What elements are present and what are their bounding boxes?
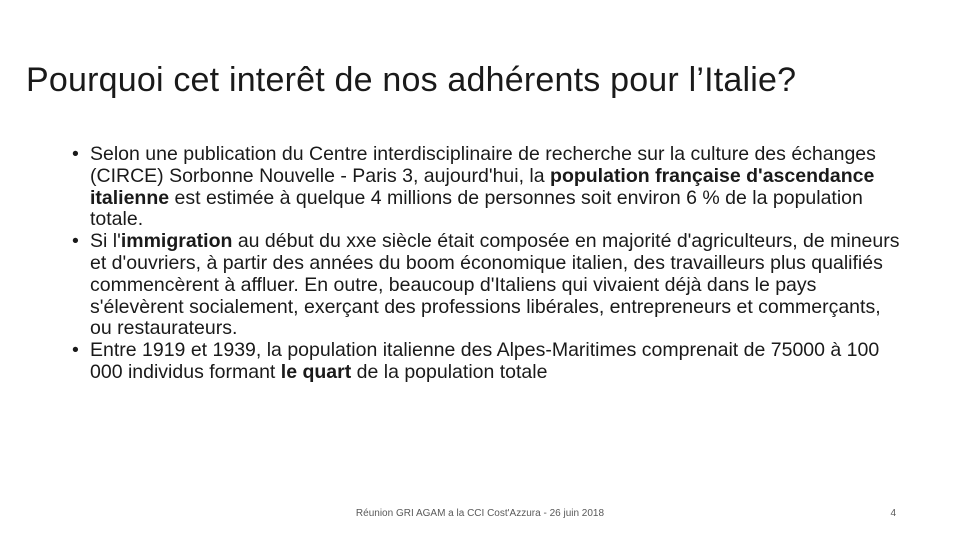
text-segment: au début du xxe siècle était composée en majorité d'agriculteurs, de mineurs et d'ouvriers, à partir des années du boom économique italien, des travailleurs plus qualifiés commencèrent à affluer. En outre, beaucoup d'Italiens qui vivaient déjà dans le pays s'élevèrent socialement, exerçant des professions libérales, entrepreneurs et commerçants, ou restaurateurs.	[90, 230, 900, 340]
text-segment: Si l'	[90, 230, 121, 253]
bullet-marker: •	[72, 339, 79, 362]
text-segment: de la population totale	[351, 360, 548, 383]
bullet-marker: •	[72, 143, 79, 165]
bullet-text	[90, 339, 879, 383]
slide-title: Pourquoi cet interêt de nos adhérents pour l’Italie?	[26, 61, 797, 99]
bullet-item	[72, 231, 902, 340]
bullet-list	[72, 144, 902, 384]
text-segment: Entre 1919 et 1939, la population italienne des Alpes-Maritimes comprenait de 75000 à 100 000 individus formant	[90, 339, 880, 383]
page-number: 4	[890, 508, 896, 519]
text-segment: est estimée à quelque 4 millions de personnes soit environ 6 % de la population totale.	[90, 186, 863, 231]
bold-text-segment: population française d'ascendance italienne	[90, 164, 875, 209]
bullet-item	[72, 340, 902, 384]
bullet-text	[90, 230, 900, 339]
bold-text-segment: immigration	[120, 230, 233, 253]
bullet-marker: •	[72, 230, 79, 253]
bullet-text	[90, 143, 876, 230]
bullet-item	[72, 144, 902, 231]
text-segment: Selon une publication du Centre interdisciplinaire de recherche sur la culture des échanges (CIRCE) Sorbonne Nouvelle - Paris 3, aujourd'hui, la	[90, 143, 876, 187]
bold-text-segment: le quart	[280, 360, 352, 383]
slide-footer: Réunion GRI AGAM a la CCI Cost'Azzura - 26 juin 2018	[355, 508, 605, 519]
